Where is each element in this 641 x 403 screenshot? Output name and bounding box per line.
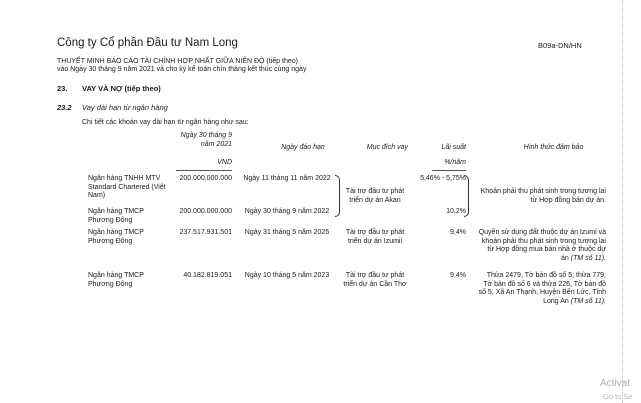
- header-currency: VND: [217, 159, 232, 166]
- table-row-3-bank: Ngân hàng TMCP Phương Đông: [88, 229, 144, 245]
- table-row-4-collateral-text: Thửa 2479, Tờ bản đồ số 5; thửa 779, Tờ bản đồ số 6 và thửa 226, Tờ bản đồ số 5, Xã An Thạnh, Huyện Bến Lức, Tỉnh Long An: [478, 272, 606, 305]
- table-row-2-bank: Ngân hàng TMCP Phương Đông: [88, 208, 144, 224]
- header-rule-amount: [176, 170, 232, 171]
- report-subtitle-line1: THUYẾT MINH BÁO CÁO TÀI CHÍNH HỢP NHẤT GIỮA NIÊN ĐỘ (tiếp theo): [57, 58, 298, 65]
- group-purpose-akari: Tài trợ đầu tư phát triển dự án Akari: [345, 188, 405, 204]
- table-row-4-rate: 9,4%: [450, 272, 466, 279]
- header-date: Ngày 30 tháng 9 năm 2021: [180, 132, 232, 148]
- table-row-2-amount: 200.000.000.000: [179, 208, 232, 215]
- section-title: VAY VÀ NỢ (tiếp theo): [82, 84, 161, 93]
- activation-watermark: Activat: [600, 378, 631, 389]
- table-row-3-rate: 9,4%: [450, 229, 466, 236]
- table-row-3-amount: 237.517.931.501: [179, 229, 232, 236]
- table-row-3-collateral-text: Quyền sử dụng đất thuộc dự án Izumi và khoản phải thu phát sinh trong tương lai từ Hợp đồng mua bán nhà ở thuộc dự án: [478, 229, 606, 262]
- brace-purpose: [335, 175, 340, 217]
- report-subtitle-line2: vào Ngày 30 tháng 9 năm 2021 và cho kỳ kế toán chín tháng kết thúc cùng ngày: [57, 66, 307, 73]
- table-row-1-amount: 200.000.000.000: [179, 175, 232, 182]
- intro-text: Chi tiết các khoản vay dài hạn từ ngân hàng như sau:: [82, 119, 249, 126]
- table-row-4-amount: 40.182.819.051: [183, 272, 232, 279]
- company-name: Công ty Cổ phần Đầu tư Nam Long: [57, 37, 238, 49]
- header-rule-rate: [432, 170, 466, 171]
- table-row-4-purpose: Tài trợ đầu tư phát triển dự án Cần Thơ: [343, 272, 407, 288]
- table-row-3-note: (TM số 11).: [570, 254, 606, 262]
- page-edge-line: [622, 0, 623, 403]
- header-rate-unit: %/năm: [444, 159, 466, 166]
- subsection-number: 23.2: [57, 103, 72, 112]
- brace-collateral: [464, 175, 469, 217]
- table-row-4-note: (TM số 11).: [570, 297, 606, 305]
- group-collateral-akari: Khoản phải thu phát sinh trong tương lai từ Hợp đồng bán dự án.: [480, 188, 606, 204]
- table-row-3-collateral: [478, 229, 606, 263]
- table-row-2-due: Ngày 30 tháng 9 năm 2022: [244, 208, 330, 215]
- table-row-2-rate: 10,2%: [446, 208, 466, 215]
- header-due-date: Ngày đáo hạn: [281, 144, 325, 151]
- activation-watermark-sub: Go to Se: [603, 392, 633, 401]
- subsection-title: Vay dài hạn từ ngân hàng: [82, 103, 168, 112]
- table-row-1-due: Ngày 11 tháng 11 năm 2022: [243, 175, 331, 182]
- table-row-4-due: Ngày 10 tháng 5 năm 2023: [244, 272, 330, 279]
- table-row-3-purpose: Tài trợ đầu tư phát triển dự án Izumii: [345, 229, 405, 245]
- form-code: B09a-DN/HN: [538, 41, 582, 50]
- table-row-4-collateral: [478, 272, 606, 306]
- header-collateral: Hình thức đảm bảo: [523, 144, 584, 151]
- section-number: 23.: [57, 84, 68, 93]
- table-row-1-rate: 5,46% - 5,75%: [420, 175, 466, 182]
- header-purpose: Mục đích vay: [366, 144, 408, 151]
- table-row-4-bank: Ngân hàng TMCP Phương Đông: [88, 272, 144, 288]
- table-row-1-bank: Ngân hàng TNHH MTV Standard Chartered (Việt Nam): [88, 175, 166, 199]
- header-rate: Lãi suất: [441, 144, 466, 151]
- table-row-3-due: Ngày 31 tháng 5 năm 2025: [244, 229, 330, 236]
